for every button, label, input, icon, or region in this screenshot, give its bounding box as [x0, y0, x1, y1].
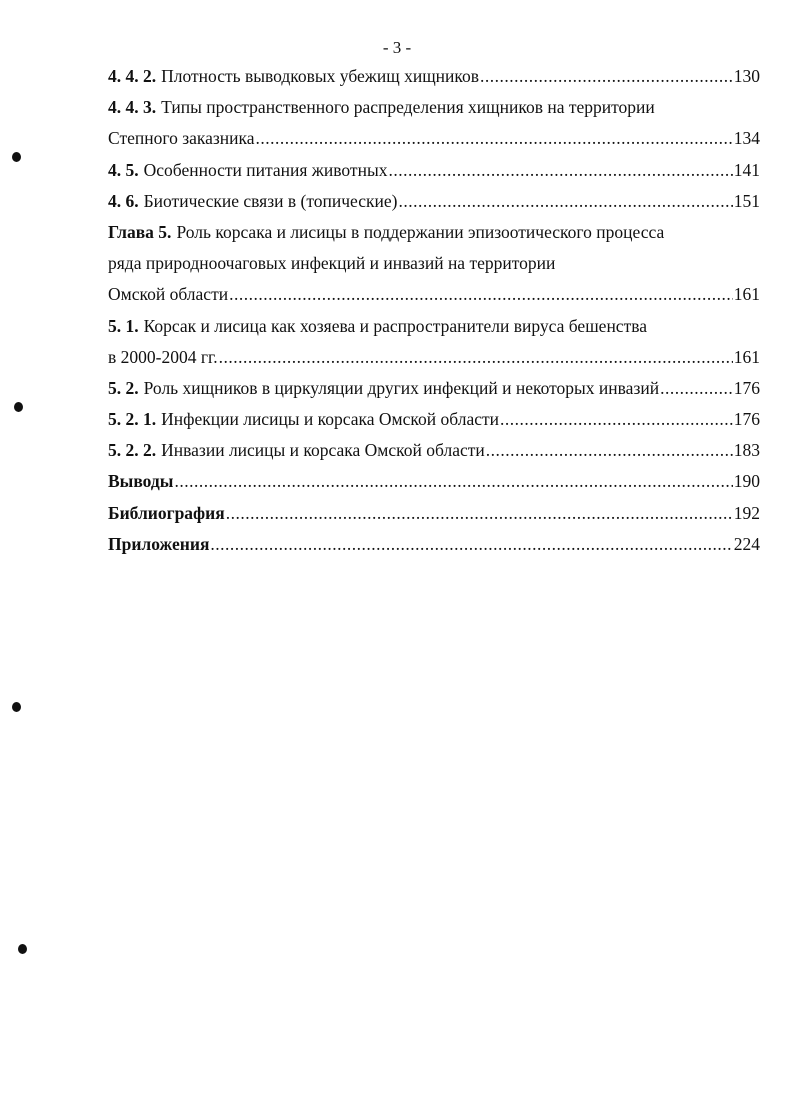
dot-leader: [174, 471, 732, 492]
binder-hole: [12, 152, 21, 162]
toc-entry-chapter-5-line-2: [108, 253, 760, 284]
toc-entry-page: 176: [733, 377, 760, 398]
toc-entry-number: 5. 2.: [108, 377, 139, 398]
page-number: - 3 -: [382, 38, 412, 57]
toc-entry-page: 151: [733, 190, 760, 211]
toc-entry-page: 190: [733, 471, 760, 492]
toc-entry-number: 5. 1.: [108, 315, 139, 336]
toc-entry-page: 183: [733, 440, 760, 461]
toc-entry-4-6: [108, 191, 760, 222]
toc-entry-chapter-5-continuation: [108, 284, 760, 315]
dot-leader: [256, 128, 733, 149]
toc-entry-number: 4. 4. 2.: [108, 66, 157, 86]
toc-entry-appendices: [108, 534, 760, 565]
toc-entry-number: 4. 4. 3.: [108, 97, 157, 118]
toc-entry-title: Инвазии лисицы и корсака Омской области: [161, 440, 485, 461]
dot-leader: [226, 503, 733, 524]
toc-entry-number: 4. 5.: [108, 159, 139, 180]
dot-leader: [486, 440, 733, 461]
toc-entry-5-2-2: [108, 440, 760, 471]
toc-entry-page: 161: [733, 284, 760, 305]
toc-entry-4-5: [108, 160, 760, 191]
toc-entry-chapter-5: [108, 222, 760, 253]
dot-leader: [500, 409, 733, 430]
toc-entry-title: Биотические связи в (топические): [143, 190, 398, 211]
dot-leader: [229, 284, 733, 305]
toc-entry-page: 134: [733, 128, 760, 149]
toc-entry-title: Инфекции лисицы и корсака Омской области: [161, 409, 499, 430]
toc-entry-title: Особенности питания животных: [143, 159, 388, 180]
toc-entry-page: 161: [733, 346, 760, 367]
toc-entry-title-continuation: в 2000-2004 гг.: [108, 346, 218, 367]
toc-entry-page: 192: [733, 502, 760, 523]
binder-hole: [12, 702, 21, 712]
toc-entry-title: Приложения: [108, 533, 210, 554]
dot-leader: [480, 66, 733, 87]
toc-entry-page: 130: [733, 66, 760, 86]
toc-entry-title: Библиография: [108, 502, 225, 523]
toc-entry-title: Роль хищников в циркуляции других инфекций и некоторых инвазий: [143, 377, 660, 398]
toc-entry-title-continuation: Омской области: [108, 284, 229, 305]
dot-leader: [660, 378, 733, 399]
toc-entry-number: 5. 2. 1.: [108, 409, 157, 430]
dot-leader: [210, 534, 732, 555]
binder-hole: [18, 944, 27, 954]
toc-entry-conclusions: [108, 471, 760, 502]
dot-leader: [388, 160, 732, 181]
toc-entry-5-1: [108, 316, 760, 347]
toc-entry-5-2-1: [108, 409, 760, 440]
dot-leader: [219, 347, 733, 368]
toc-entry-bibliography: [108, 503, 760, 534]
toc-entry-page: 224: [733, 533, 760, 554]
toc-entry-5-1-continuation: [108, 347, 760, 378]
toc-entry-title: Типы пространственного распределения хищников на территории: [161, 97, 655, 118]
toc-entry-page: 176: [733, 409, 760, 430]
toc-entry-4-4-3: [108, 97, 760, 128]
dot-leader: [398, 191, 732, 212]
binder-hole: [14, 402, 23, 412]
toc-entry-title-line-2: ряда природноочаговых инфекций и инвазий на территории: [108, 253, 556, 274]
toc-entry-number: 4. 6.: [108, 190, 139, 211]
toc-entry-number: 5. 2. 2.: [108, 440, 157, 461]
toc-entry-title-continuation: Степного заказника: [108, 128, 255, 149]
toc-entry-title: Плотность выводковых убежищ хищников: [161, 66, 480, 86]
toc-entry-page: 141: [733, 159, 760, 180]
toc-entry-4-4-3-continuation: [108, 128, 760, 159]
toc-entry-title: Корсак и лисица как хозяева и распространители вируса бешенства: [143, 315, 648, 336]
toc-entry-number: Глава 5.: [108, 221, 172, 242]
table-of-contents: [108, 66, 760, 565]
toc-entry-title: Роль корсака и лисицы в поддержании эпизоотического процесса: [176, 221, 665, 242]
toc-entry-4-4-2: [108, 66, 760, 97]
toc-entry-title: Выводы: [108, 471, 174, 492]
toc-entry-5-2: [108, 378, 760, 409]
